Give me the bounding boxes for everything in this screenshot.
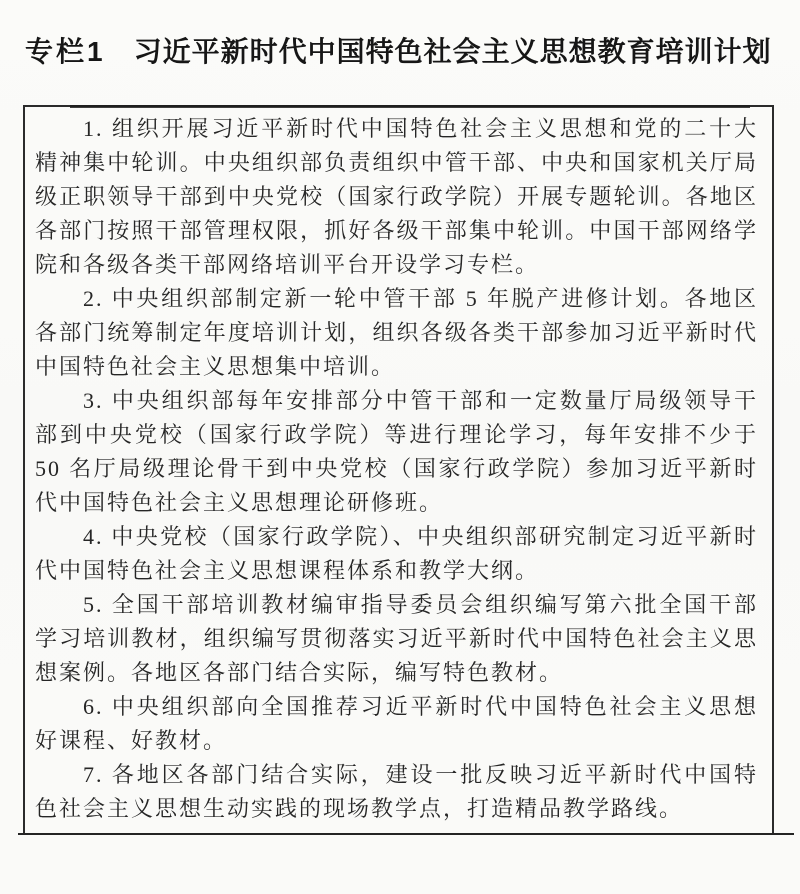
paragraph-6: 6. 中央组织部向全国推荐习近平新时代中国特色社会主义思想好课程、好教材。 <box>35 694 758 753</box>
content-box <box>23 105 774 835</box>
page-title <box>25 34 776 69</box>
paragraph-5: 5. 全国干部培训教材编审指导委员会组织编写第六批全国干部学习培训教材，组织编写贯彻落实习近平新时代中国特色社会主义思想案例。各地区各部门结合实际，编写特色教材。 <box>35 592 758 685</box>
page-title-text: 习近平新时代中国特色社会主义思想教育培训计划 <box>133 36 772 67</box>
paragraph-3: 3. 中央组织部每年安排部分中管干部和一定数量厅局级领导干部到中央党校（国家行政学院）等进行理论学习，每年安排不少于 50 名厅局级理论骨干到中央党校（国家行政学院）参加习近平新时代中国特色社会主义思想理论研修班。 <box>35 388 758 515</box>
paragraph-7: 7. 各地区各部门结合实际，建设一批反映习近平新时代中国特色社会主义思想生动实践的现场教学点，打造精品教学路线。 <box>35 762 758 821</box>
column-number-label: 专栏1 <box>25 36 106 67</box>
paragraph-2: 2. 中央组织部制定新一轮中管干部 5 年脱产进修计划。各地区各部门统筹制定年度培训计划，组织各级各类干部参加习近平新时代中国特色社会主义思想集中培训。 <box>35 286 758 379</box>
paragraph-4: 4. 中央党校（国家行政学院）、中央组织部研究制定习近平新时代中国特色社会主义思想课程体系和教学大纲。 <box>35 524 758 583</box>
scanned-document-page <box>0 34 800 894</box>
paragraph-1: 1. 组织开展习近平新时代中国特色社会主义思想和党的二十大精神集中轮训。中央组织部负责组织中管干部、中央和国家机关厅局级正职领导干部到中央党校（国家行政学院）开展专题轮训。各地区各部门按照干部管理权限，抓好各级干部集中轮训。中国干部网络学院和各级各类干部网络培训平台开设学习专栏。 <box>35 116 758 277</box>
